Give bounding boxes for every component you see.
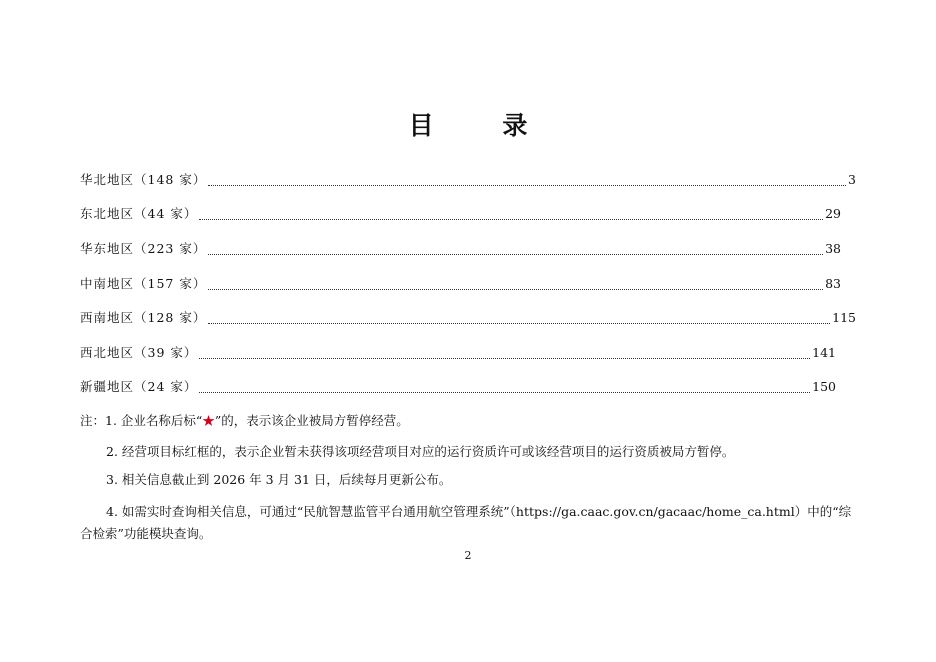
dot-leader [208,185,846,186]
note-2: 2. 经营项目标红框的，表示企业暂未获得该项经营项目对应的运行资质许可或该经营项目的运行资质被局方暂停。 [106,444,735,459]
toc-entry-label: 新疆地区（24 家） [80,379,198,394]
star-icon: ★ [202,413,215,428]
dot-leader [199,358,810,359]
dot-leader [208,254,823,255]
page-number: 2 [464,549,472,562]
note-1 [80,410,409,431]
note-1-prefix: 注：1. 企业名称后标“ [80,413,203,428]
toc-entry-xinjiang[interactable] [80,377,836,397]
note-4-line-2: 合检索”功能模块查询。 [80,526,212,541]
toc-entry-label: 中南地区（157 家） [80,276,207,291]
toc-entry-page: 150 [812,379,836,394]
toc-entry-page: 38 [825,241,841,256]
toc-entry-label: 西北地区（39 家） [80,345,198,360]
toc-entry-label: 西南地区（128 家） [80,310,207,325]
toc-entry-page: 3 [848,172,856,187]
toc-entry-page: 115 [832,310,856,325]
toc-entry-zhongnan[interactable] [80,274,841,294]
toc-entry-xinan[interactable] [80,308,856,328]
toc-entry-huadong[interactable] [80,239,841,259]
toc-entry-label: 华北地区（148 家） [80,172,207,187]
dot-leader [199,392,810,393]
toc-entry-label: 东北地区（44 家） [80,206,198,221]
note-4-line-1: 4. 如需实时查询相关信息，可通过“民航智慧监管平台通用航空管理系统”（https://ga.caac.gov.cn/gacaac/home_ca.html）中的“综 [106,504,852,519]
dot-leader [199,219,823,220]
toc-entry-dongbei[interactable] [80,204,841,224]
toc-entry-page: 29 [825,206,841,221]
dot-leader [208,289,823,290]
note-1-suffix: ”的，表示该企业被局方暂停经营。 [214,413,409,428]
toc-entry-label: 华东地区（223 家） [80,241,207,256]
dot-leader [208,323,830,324]
toc-entry-page: 83 [825,276,841,291]
toc-title: 目 录 [408,111,558,140]
toc-entry-huabei[interactable] [80,170,856,190]
toc-entry-xibei[interactable] [80,343,836,363]
toc-entry-page: 141 [812,345,836,360]
note-3: 3. 相关信息截止到 2026 年 3 月 31 日，后续每月更新公布。 [106,472,452,487]
